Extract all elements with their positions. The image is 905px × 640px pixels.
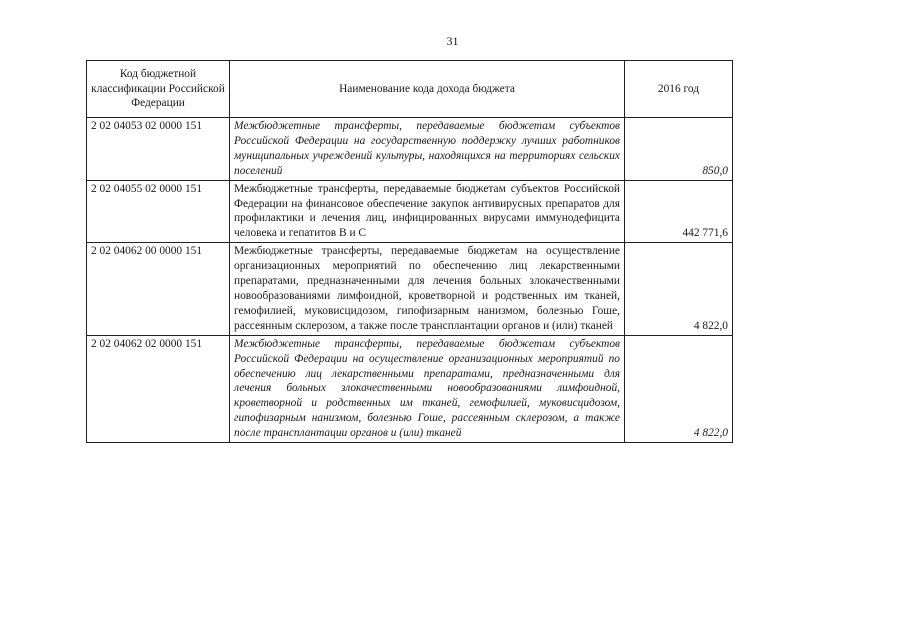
row-value: 850,0 xyxy=(625,118,733,181)
row-value: 4 822,0 xyxy=(625,335,733,442)
budget-revenue-table xyxy=(86,60,733,443)
header-year: 2016 год xyxy=(625,61,733,118)
page-number: 31 xyxy=(446,34,459,48)
row-value: 4 822,0 xyxy=(625,243,733,335)
row-value: 442 771,6 xyxy=(625,180,733,243)
table-header-row xyxy=(87,61,733,118)
row-code: 2 02 04062 02 0000 151 xyxy=(87,335,230,442)
row-name: Межбюджетные трансферты, передаваемые бюджетам субъектов Российской Федерации на государственную поддержку лучших работников муниципальных учреждений культуры, находящихся на территориях сельских поселений xyxy=(230,118,625,181)
row-code: 2 02 04053 02 0000 151 xyxy=(87,118,230,181)
table-row xyxy=(87,335,733,442)
table-row xyxy=(87,243,733,335)
table-row xyxy=(87,180,733,243)
row-name: Межбюджетные трансферты, передаваемые бюджетам на осуществление организационных мероприятий по обеспечению лиц лекарственными препаратами, предназначенными для лечения больных злокачественными новообразованиями лимфоидной, кроветворной и родственных им тканей, гемофилией, муковисцидозом, гипофизарным нанизмом, болезнью Гоше, рассеянным склерозом, а также после трансплантации органов и (или) тканей xyxy=(230,243,625,335)
header-name: Наименование кода дохода бюджета xyxy=(230,61,625,118)
table-row xyxy=(87,118,733,181)
row-name: Межбюджетные трансферты, передаваемые бюджетам субъектов Российской Федерации на осуществление организационных мероприятий по обеспечению лиц лекарственными препаратами, предназначенными для лечения больных злокачественными новообразованиями лимфоидной, кроветворной и родственных им тканей, гемофилией, муковисцидозом, гипофизарным нанизмом, болезнью Гоше, рассеянным склерозом, а также после трансплантации органов и (или) тканей xyxy=(230,335,625,442)
row-code: 2 02 04055 02 0000 151 xyxy=(87,180,230,243)
row-name: Межбюджетные трансферты, передаваемые бюджетам субъектов Российской Федерации на финансовое обеспечение закупок антивирусных препаратов для профилактики и лечения лиц, инфицированных вирусами иммунодефицита человека и гепатитов В и С xyxy=(230,180,625,243)
header-code: Код бюджетной классификации Российской Федерации xyxy=(87,61,230,118)
row-code: 2 02 04062 00 0000 151 xyxy=(87,243,230,335)
